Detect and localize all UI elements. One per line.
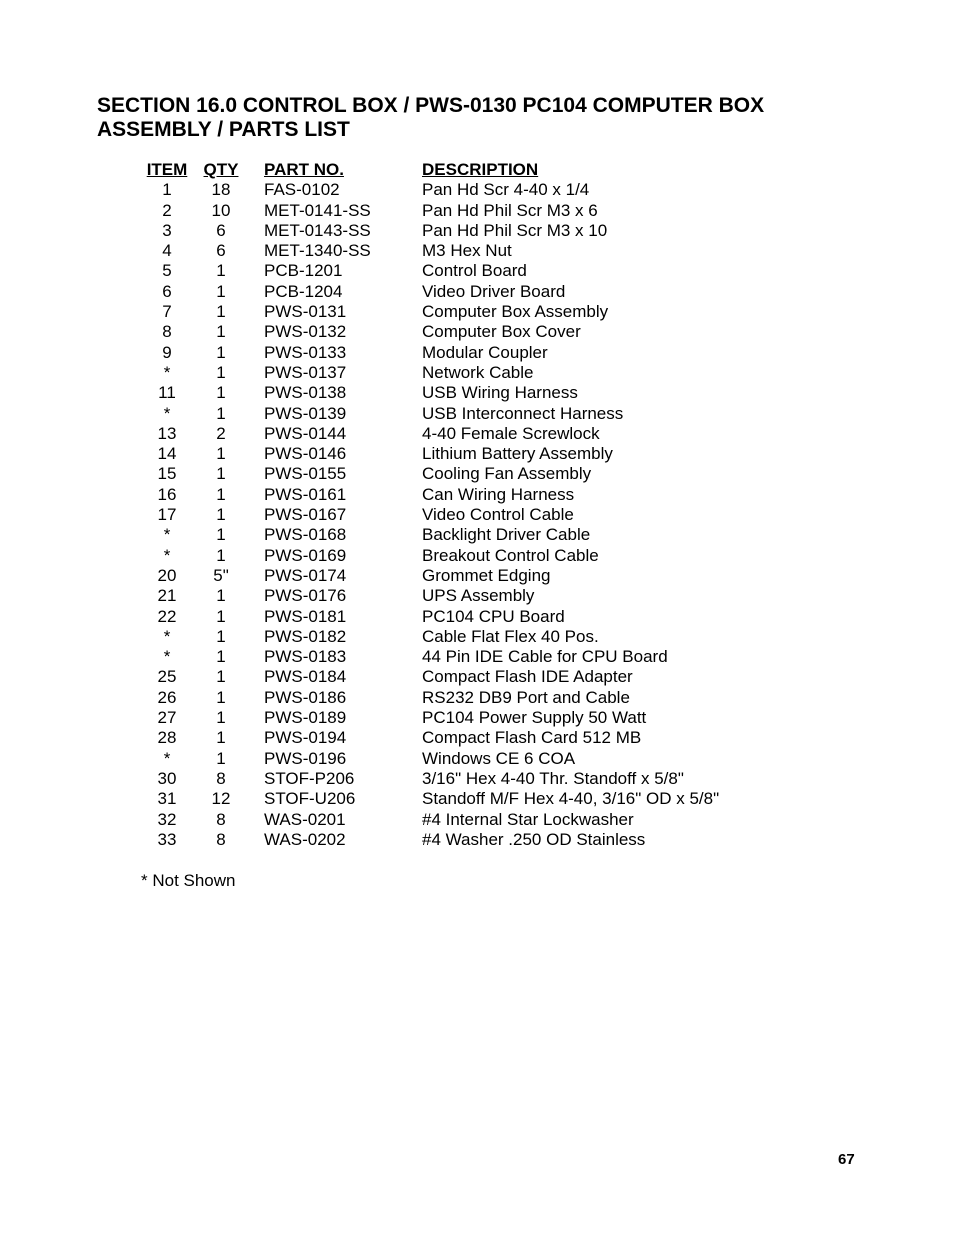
header-qty: QTY bbox=[203, 160, 239, 179]
page-number: 67 bbox=[838, 1151, 855, 1168]
cell-part-no: PWS-0186 bbox=[264, 687, 347, 707]
cell-description: USB Wiring Harness bbox=[422, 383, 578, 403]
cell-qty: 1 bbox=[216, 484, 226, 504]
cell-part-no: PWS-0146 bbox=[264, 444, 347, 464]
cell-part-no: PWS-0144 bbox=[264, 423, 347, 443]
table-row bbox=[140, 464, 719, 484]
cell-description: Windows CE 6 COA bbox=[422, 748, 576, 768]
cell-description: Network Cable bbox=[422, 362, 534, 382]
cell-item: * bbox=[163, 626, 171, 646]
table-row bbox=[140, 546, 719, 566]
cell-part-no: PWS-0131 bbox=[264, 302, 347, 322]
cell-description: Compact Flash Card 512 MB bbox=[422, 728, 642, 748]
cell-qty: 8 bbox=[216, 829, 226, 849]
cell-item: * bbox=[163, 525, 171, 545]
cell-item: * bbox=[163, 647, 171, 667]
cell-item: 27 bbox=[157, 708, 177, 728]
cell-item: 15 bbox=[157, 464, 177, 484]
cell-item: 14 bbox=[157, 444, 177, 464]
not-shown-note: * Not Shown bbox=[141, 871, 236, 890]
cell-qty: 8 bbox=[216, 809, 226, 829]
table-row bbox=[140, 749, 719, 769]
table-row bbox=[140, 241, 719, 261]
table-row bbox=[140, 566, 719, 586]
cell-description: PC104 CPU Board bbox=[422, 606, 565, 626]
cell-item: 17 bbox=[157, 505, 177, 525]
cell-item: * bbox=[163, 545, 171, 565]
cell-item: 9 bbox=[162, 342, 172, 362]
table-row bbox=[140, 201, 719, 221]
cell-qty: 1 bbox=[216, 505, 226, 525]
cell-description: Pan Hd Phil Scr M3 x 10 bbox=[422, 220, 608, 240]
cell-qty: 1 bbox=[216, 748, 226, 768]
cell-part-no: STOF-U206 bbox=[264, 789, 356, 809]
cell-qty: 18 bbox=[211, 180, 231, 200]
cell-item: 33 bbox=[157, 829, 177, 849]
cell-qty: 5" bbox=[213, 565, 229, 585]
cell-item: 2 bbox=[162, 200, 172, 220]
cell-qty: 8 bbox=[216, 768, 226, 788]
cell-qty: 1 bbox=[216, 545, 226, 565]
cell-description: Cable Flat Flex 40 Pos. bbox=[422, 626, 599, 646]
cell-item: 22 bbox=[157, 606, 177, 626]
cell-qty: 1 bbox=[216, 586, 226, 606]
cell-item: 11 bbox=[158, 383, 176, 403]
cell-qty: 1 bbox=[216, 302, 226, 322]
cell-description: Modular Coupler bbox=[422, 342, 548, 362]
cell-part-no: PWS-0181 bbox=[264, 606, 347, 626]
cell-part-no: PWS-0161 bbox=[264, 484, 347, 504]
cell-description: RS232 DB9 Port and Cable bbox=[422, 687, 630, 707]
cell-part-no: WAS-0201 bbox=[264, 809, 346, 829]
table-row bbox=[140, 221, 719, 241]
header-item: ITEM bbox=[146, 160, 188, 179]
cell-qty: 1 bbox=[216, 687, 226, 707]
cell-part-no: STOF-P206 bbox=[264, 768, 355, 788]
cell-item: 21 bbox=[157, 586, 177, 606]
cell-qty: 1 bbox=[216, 606, 226, 626]
cell-qty: 12 bbox=[211, 789, 231, 809]
table-header-row bbox=[140, 160, 719, 180]
cell-description: #4 Washer .250 OD Stainless bbox=[422, 829, 646, 849]
table-row bbox=[140, 343, 719, 363]
cell-item: * bbox=[163, 403, 171, 423]
cell-part-no: PCB-1201 bbox=[264, 261, 343, 281]
cell-description: 3/16" Hex 4-40 Thr. Standoff x 5/8" bbox=[422, 768, 684, 788]
page-title: SECTION 16.0 CONTROL BOX / PWS-0130 PC104 COMPUTER BOX ASSEMBLY / PARTS LIST bbox=[97, 94, 765, 141]
table-row bbox=[140, 302, 719, 322]
cell-item: 20 bbox=[157, 565, 177, 585]
cell-part-no: PCB-1204 bbox=[264, 281, 343, 301]
cell-qty: 1 bbox=[216, 322, 226, 342]
table-row bbox=[140, 363, 719, 383]
cell-item: 3 bbox=[162, 220, 172, 240]
cell-qty: 1 bbox=[216, 647, 226, 667]
cell-description: Can Wiring Harness bbox=[422, 484, 575, 504]
cell-description: M3 Hex Nut bbox=[422, 241, 512, 261]
cell-item: 5 bbox=[162, 261, 172, 281]
cell-part-no: PWS-0176 bbox=[264, 586, 347, 606]
cell-part-no: PWS-0167 bbox=[264, 505, 347, 525]
cell-part-no: PWS-0138 bbox=[264, 383, 347, 403]
cell-description: Cooling Fan Assembly bbox=[422, 464, 592, 484]
cell-part-no: PWS-0133 bbox=[264, 342, 347, 362]
cell-description: #4 Internal Star Lockwasher bbox=[422, 809, 634, 829]
table-row bbox=[140, 688, 719, 708]
cell-description: Grommet Edging bbox=[422, 565, 551, 585]
cell-item: 7 bbox=[162, 302, 172, 322]
table-row bbox=[140, 728, 719, 748]
table-row bbox=[140, 586, 719, 606]
cell-part-no: PWS-0196 bbox=[264, 748, 347, 768]
cell-part-no: PWS-0132 bbox=[264, 322, 347, 342]
cell-part-no: PWS-0184 bbox=[264, 667, 347, 687]
cell-item: 1 bbox=[162, 180, 172, 200]
cell-qty: 1 bbox=[216, 444, 226, 464]
table-row bbox=[140, 607, 719, 627]
cell-description: 44 Pin IDE Cable for CPU Board bbox=[422, 647, 668, 667]
cell-description: Backlight Driver Cable bbox=[422, 525, 591, 545]
cell-item: 30 bbox=[157, 768, 177, 788]
table-row bbox=[140, 505, 719, 525]
cell-item: 16 bbox=[157, 484, 177, 504]
table-row bbox=[140, 525, 719, 545]
cell-description: Breakout Control Cable bbox=[422, 545, 599, 565]
cell-description: Video Driver Board bbox=[422, 281, 566, 301]
cell-description: 4-40 Female Screwlock bbox=[422, 423, 600, 443]
cell-item: 8 bbox=[162, 322, 172, 342]
table-row bbox=[140, 444, 719, 464]
cell-item: 4 bbox=[162, 241, 172, 261]
table-row bbox=[140, 789, 719, 809]
cell-qty: 1 bbox=[216, 342, 226, 362]
cell-qty: 1 bbox=[216, 383, 226, 403]
cell-qty: 1 bbox=[216, 525, 226, 545]
cell-part-no: PWS-0182 bbox=[264, 626, 347, 646]
cell-part-no: PWS-0168 bbox=[264, 525, 347, 545]
cell-part-no: PWS-0137 bbox=[264, 362, 347, 382]
cell-item: 28 bbox=[157, 728, 177, 748]
cell-description: USB Interconnect Harness bbox=[422, 403, 624, 423]
table-row bbox=[140, 282, 719, 302]
table-row bbox=[140, 627, 719, 647]
cell-qty: 10 bbox=[211, 200, 231, 220]
header-part-no: PART NO. bbox=[264, 160, 344, 179]
cell-item: 25 bbox=[157, 667, 177, 687]
cell-qty: 1 bbox=[216, 403, 226, 423]
cell-part-no: PWS-0174 bbox=[264, 565, 347, 585]
cell-description: Control Board bbox=[422, 261, 527, 281]
cell-description: Computer Box Assembly bbox=[422, 302, 609, 322]
cell-qty: 1 bbox=[216, 261, 226, 281]
cell-part-no: PWS-0194 bbox=[264, 728, 347, 748]
header-description: DESCRIPTION bbox=[422, 160, 539, 179]
cell-part-no: PWS-0155 bbox=[264, 464, 347, 484]
cell-qty: 1 bbox=[216, 667, 226, 687]
table-row bbox=[140, 424, 719, 444]
cell-description: UPS Assembly bbox=[422, 586, 535, 606]
cell-qty: 1 bbox=[216, 362, 226, 382]
cell-qty: 1 bbox=[216, 728, 226, 748]
cell-description: Standoff M/F Hex 4-40, 3/16" OD x 5/8" bbox=[422, 789, 720, 809]
table-row bbox=[140, 708, 719, 728]
table-row bbox=[140, 485, 719, 505]
cell-qty: 1 bbox=[216, 626, 226, 646]
table-row bbox=[140, 180, 719, 200]
cell-item: 13 bbox=[157, 423, 177, 443]
cell-qty: 2 bbox=[216, 423, 226, 443]
cell-part-no: PWS-0139 bbox=[264, 403, 347, 423]
parts-table-body bbox=[140, 180, 719, 850]
cell-description: Video Control Cable bbox=[422, 505, 574, 525]
parts-list-table bbox=[140, 160, 719, 850]
cell-description: PC104 Power Supply 50 Watt bbox=[422, 708, 647, 728]
cell-item: 31 bbox=[157, 789, 177, 809]
cell-description: Lithium Battery Assembly bbox=[422, 444, 613, 464]
table-row bbox=[140, 810, 719, 830]
cell-item: 26 bbox=[157, 687, 177, 707]
cell-part-no: PWS-0189 bbox=[264, 708, 347, 728]
table-row bbox=[140, 647, 719, 667]
cell-description: Pan Hd Phil Scr M3 x 6 bbox=[422, 200, 598, 220]
cell-item: * bbox=[163, 362, 171, 382]
cell-part-no: WAS-0202 bbox=[264, 829, 346, 849]
cell-description: Compact Flash IDE Adapter bbox=[422, 667, 633, 687]
cell-item: 6 bbox=[162, 281, 172, 301]
cell-item: 32 bbox=[157, 809, 177, 829]
table-row bbox=[140, 769, 719, 789]
cell-item: * bbox=[163, 748, 171, 768]
cell-qty: 1 bbox=[216, 708, 226, 728]
table-row bbox=[140, 667, 719, 687]
table-row bbox=[140, 322, 719, 342]
cell-part-no: MET-0143-SS bbox=[264, 220, 371, 240]
cell-part-no: MET-0141-SS bbox=[264, 200, 371, 220]
cell-qty: 6 bbox=[216, 220, 226, 240]
cell-part-no: PWS-0183 bbox=[264, 647, 347, 667]
table-row bbox=[140, 383, 719, 403]
cell-part-no: FAS-0102 bbox=[264, 180, 340, 200]
cell-qty: 1 bbox=[216, 281, 226, 301]
table-row bbox=[140, 830, 719, 850]
cell-qty: 6 bbox=[216, 241, 226, 261]
table-row bbox=[140, 261, 719, 281]
table-row bbox=[140, 404, 719, 424]
cell-part-no: MET-1340-SS bbox=[264, 241, 371, 261]
cell-description: Computer Box Cover bbox=[422, 322, 581, 342]
cell-part-no: PWS-0169 bbox=[264, 545, 347, 565]
cell-qty: 1 bbox=[216, 464, 226, 484]
cell-description: Pan Hd Scr 4-40 x 1/4 bbox=[422, 180, 590, 200]
